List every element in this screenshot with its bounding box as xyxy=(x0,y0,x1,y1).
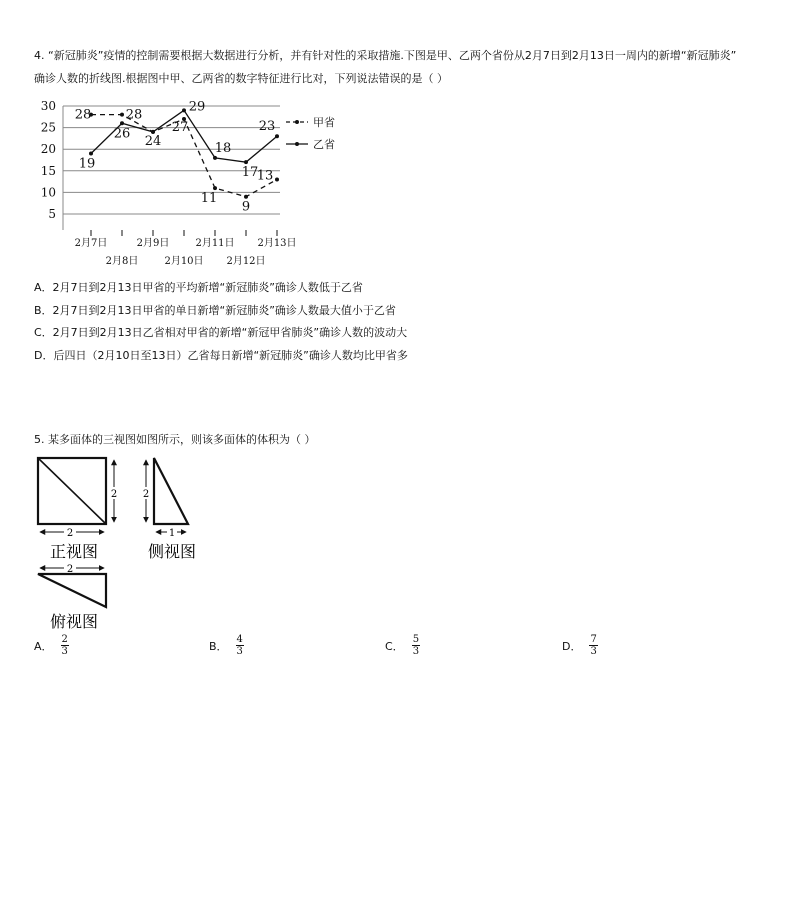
q5-option-b-letter: B． xyxy=(209,639,228,653)
q5-option-a-letter: A． xyxy=(34,639,53,653)
q5-option-b-numerator: 4 xyxy=(236,634,243,645)
data-point xyxy=(182,108,186,112)
y-tick-label: 5 xyxy=(48,207,56,221)
q5-option-d-denominator: 3 xyxy=(590,646,597,657)
q4-option-a: A．2月7日到2月13日甲省的平均新增“新冠肺炎”确诊人数低于乙省 xyxy=(34,281,363,294)
data-label: 29 xyxy=(188,99,206,115)
legend-marker xyxy=(295,142,299,146)
data-label: 28 xyxy=(74,107,92,123)
y-tick-label: 30 xyxy=(40,99,56,113)
data-label: 13 xyxy=(256,168,274,184)
q4-option-d: D．后四日（2月10日至13日）乙省每日新增“新冠肺炎”确诊人数均比甲省多 xyxy=(34,349,408,362)
x-tick-label: 2月11日 xyxy=(195,238,235,249)
q5-option-d xyxy=(562,634,598,657)
y-tick-label: 25 xyxy=(40,120,56,135)
x-tick-label: 2月9日 xyxy=(136,238,170,249)
q5-option-a xyxy=(34,634,69,657)
q4-option-b: B．2月7日到2月13日甲省的单日新增“新冠肺炎”确诊人数最大值小于乙省 xyxy=(34,304,396,317)
data-point xyxy=(213,156,217,160)
question-4-stem-line1: 4. “新冠肺炎”疫情的控制需要根据大数据进行分析，并有针对性的采取措施.下图是甲、乙两个省份从2月7日到2月13日一周内的新增“新冠肺炎” xyxy=(34,49,737,62)
data-label: 18 xyxy=(214,140,232,156)
legend-label: 乙省 xyxy=(313,138,335,151)
legend-label: 甲省 xyxy=(313,116,335,129)
data-point xyxy=(244,195,248,199)
question-5-stem: 5. 某多面体的三视图如图所示，则该多面体的体积为（ ） xyxy=(34,433,316,446)
side-width-dim: 1 xyxy=(168,528,176,539)
q5-option-a-denominator: 3 xyxy=(61,646,68,657)
front-view xyxy=(38,458,119,561)
data-point xyxy=(213,186,217,190)
q5-option-b-fraction xyxy=(236,634,244,657)
top-view-label: 俯视图 xyxy=(49,612,99,631)
data-point xyxy=(275,134,279,138)
legend-marker xyxy=(295,120,299,124)
q5-option-d-fraction xyxy=(589,634,597,657)
side-height-dim: 2 xyxy=(142,489,150,500)
y-tick-label: 20 xyxy=(40,142,56,157)
side-view-label: 侧视图 xyxy=(147,542,197,561)
data-point xyxy=(120,121,124,125)
data-label: 19 xyxy=(78,156,96,172)
x-tick-label: 2月7日 xyxy=(74,238,108,249)
top-width-dim: 2 xyxy=(66,564,74,575)
data-point xyxy=(120,113,124,117)
q5-option-c-fraction xyxy=(412,634,420,657)
data-label: 23 xyxy=(258,119,276,135)
front-width-dim: 2 xyxy=(66,528,74,539)
x-tick-label: 2月8日 xyxy=(105,256,139,267)
three-views-figure xyxy=(30,452,220,634)
x-tick-label: 2月10日 xyxy=(164,256,204,267)
q5-option-c-denominator: 3 xyxy=(412,646,420,657)
data-label: 9 xyxy=(241,199,251,215)
front-height-dim: 2 xyxy=(110,489,118,500)
x-tick-label: 2月12日 xyxy=(226,256,266,267)
side-view xyxy=(141,458,196,561)
y-tick-label: 15 xyxy=(40,163,56,178)
y-tick-label: 10 xyxy=(40,185,56,200)
data-label: 11 xyxy=(200,191,218,207)
q5-option-d-letter: D． xyxy=(562,639,582,653)
line-chart xyxy=(30,98,350,270)
top-view xyxy=(38,562,106,631)
data-label: 26 xyxy=(113,126,131,142)
q5-option-a-fraction xyxy=(61,634,69,657)
question-4-stem-line2: 确诊人数的折线图.根据图中甲、乙两省的数字特征进行比对，下列说法错误的是（ ） xyxy=(34,72,448,85)
q5-option-b xyxy=(209,634,244,657)
q5-option-c-letter: C． xyxy=(385,639,404,653)
data-label: 27 xyxy=(171,119,189,135)
data-point xyxy=(275,177,279,181)
data-label: 24 xyxy=(144,133,162,149)
q5-option-d-numerator: 7 xyxy=(590,634,597,645)
data-point xyxy=(244,160,248,164)
q5-option-a-numerator: 2 xyxy=(61,634,68,645)
data-point xyxy=(89,152,93,156)
q5-option-c xyxy=(385,634,420,657)
x-tick-label: 2月13日 xyxy=(257,238,297,249)
data-label: 28 xyxy=(125,107,143,123)
q5-option-b-denominator: 3 xyxy=(236,646,243,657)
q5-option-c-numerator: 5 xyxy=(412,634,420,645)
front-view-label: 正视图 xyxy=(49,542,99,561)
data-label: 17 xyxy=(241,165,259,181)
q4-option-c: C．2月7日到2月13日乙省相对甲省的新增“新冠甲省肺炎”确诊人数的波动大 xyxy=(34,326,408,339)
